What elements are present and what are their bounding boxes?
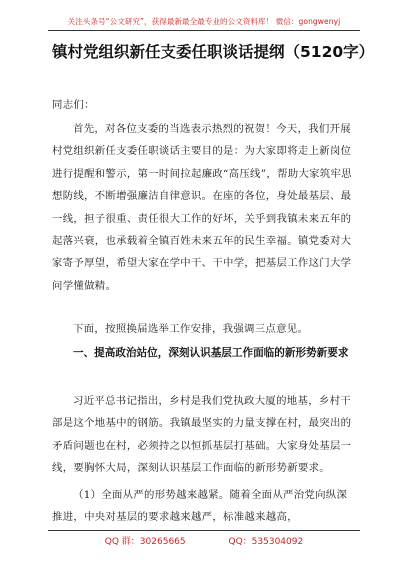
header-divider bbox=[48, 30, 360, 31]
document-title: 镇村党组织新任支委任职谈话提纲（5120字） bbox=[52, 43, 375, 61]
paragraph-intro: 首先，对各位支委的当选表示热烈的祝贺！今天，我们开展村党组织新任支委任职谈话主要目的是：为大家即将走上新岗位进行提醒和警示，第一时间拉起廉政“高压线”，帮助大家筑牢思想防线，不断增强廉洁自律意识。在座的各位，身处最基层、最一线，担子很重、责任很大工作的好坏，关乎到我镇未来五年的起落兴衰，也承载着全镇百姓未来五年的民生幸福。镇党委对大家寄予厚望，希望大家在学中干、干中学，把基层工作这门大学问学懂做精。 bbox=[52, 123, 352, 292]
footer-divider bbox=[48, 530, 360, 531]
paragraph-point-1: （1）全面从严的形势越来越紧。随着全面从严治党向纵深推进，中央对基层的要求越来越严，标准越来越高， bbox=[52, 489, 348, 524]
section-heading-1: 一、提高政治站位，深刻认识基层工作面临的新形势新要求 bbox=[73, 347, 349, 359]
paragraph-outline: 下面，按照换届选举工作安排，我强调三点意见。 bbox=[73, 323, 309, 335]
footer bbox=[0, 534, 408, 547]
qq-group-text: QQ 群：30265665 bbox=[104, 537, 186, 547]
top-banner: 关注头条号“公文研究”，获得最新最全最专业的公文资料库！ 微信：gongwenyj bbox=[67, 17, 341, 26]
salutation: 同志们： bbox=[52, 99, 95, 111]
paragraph-section-1: 习近平总书记指出，乡村是我们党执政大厦的地基，乡村干部是这个地基中的钢筋。我镇最坚实的力量支撑在村，最突出的矛盾问题也在村，必须持之以恒抓基层打基础。大家身处基层一线，要胸怀大局，深刻认识基层工作面临的新形势新要求。 bbox=[52, 395, 352, 475]
qq-contact-text: QQ：535304092 bbox=[228, 537, 304, 547]
